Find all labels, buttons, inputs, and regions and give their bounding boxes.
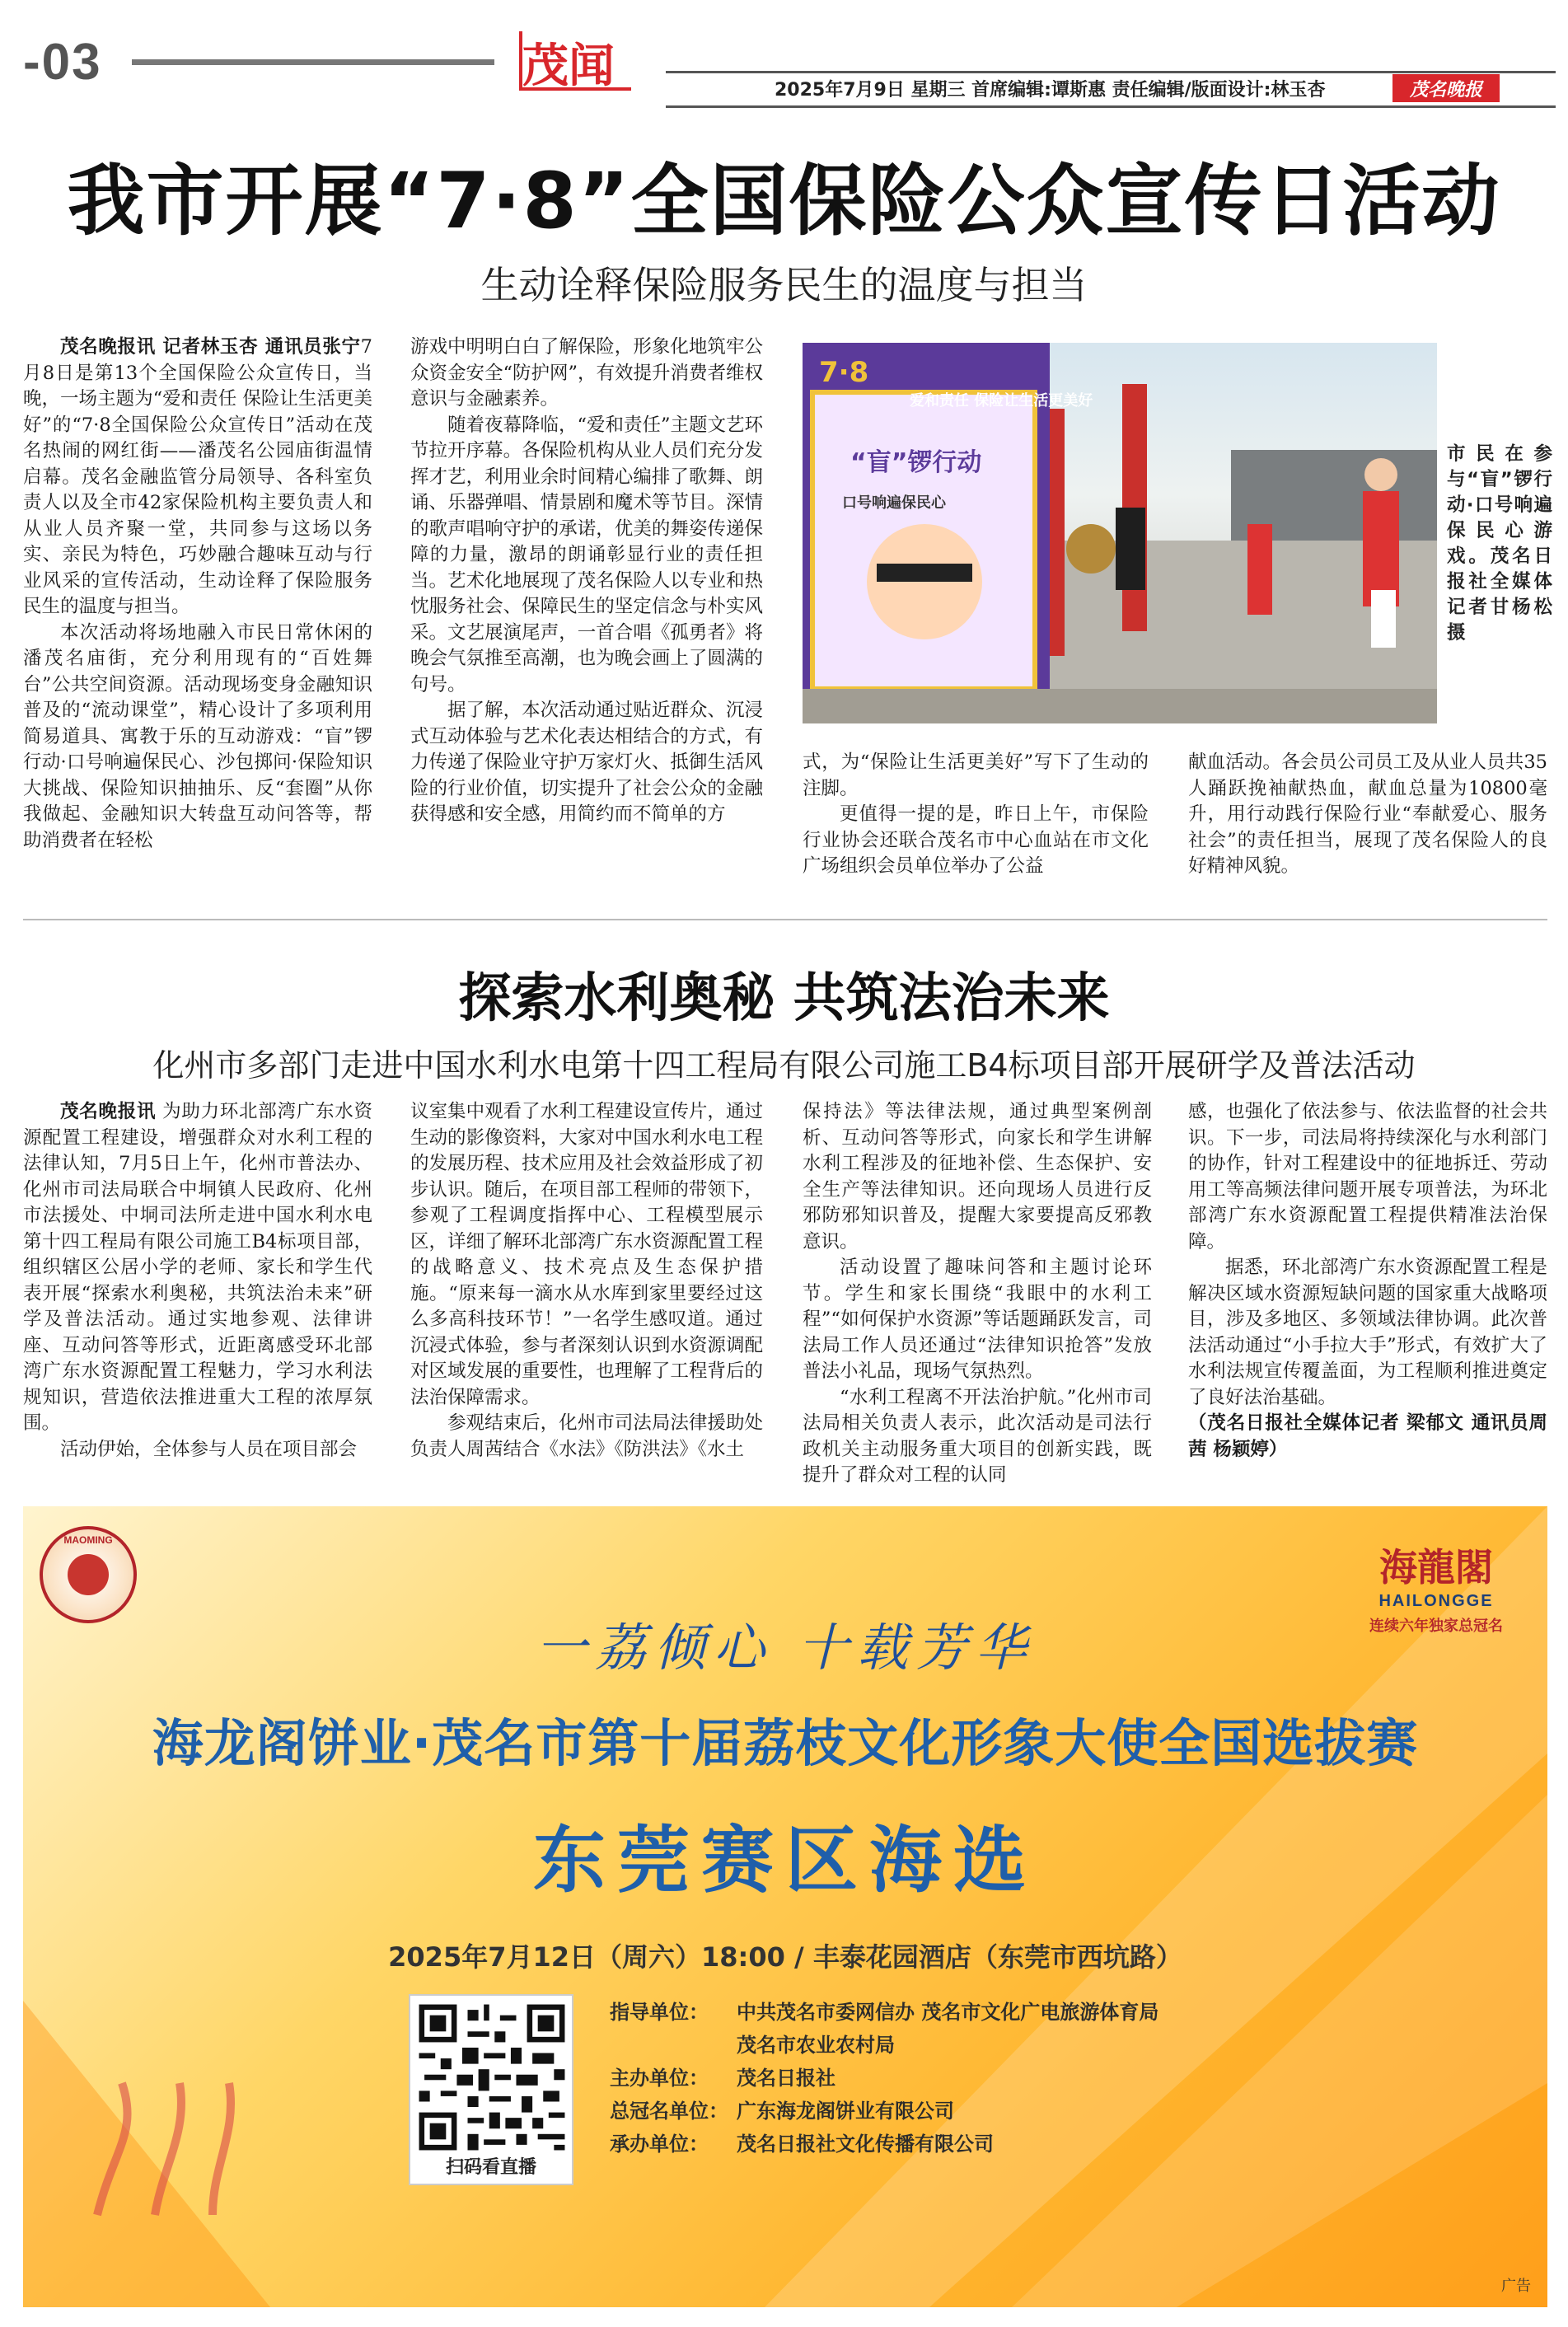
article2-paragraph: 感，也强化了依法参与、依法监督的社会共识。下一步，司法局将持续深化与水利部门的协作，针对工程建设中的征地拆迁、劳动用工等高频法律问题开展专项普法，为环北部湾广东水资源配置工程提供精准法治保障。 — [1188, 1101, 1547, 1252]
article1-paragraph: 式，为“保险让生活更美好”写下了生动的注脚。 — [803, 751, 1149, 799]
brand-tag: 连续六年独家总冠名 — [1369, 1618, 1503, 1635]
ad-organizer-role — [610, 2029, 737, 2062]
photo-sign-78: 7·8 — [819, 356, 869, 389]
article2-paragraph: 为助力环北部湾广东水资源配置工程建设，增强群众对水利工程的法律认知，7月5日上午，化州市普法办、化州市司法局联合中垌镇人民政府、化州市法援处、中垌司法所走进中国水利水电第十四工程局有限公司施工B4标项目部，组织辖区公居小学的老师、家长和学生代表开展“探索水利奥秘，共筑法治未来”研学及普法活动。通过实地参观、法律讲座、互动问答等形式，近距离感受环北部湾广东水资源配置工程魅力，学习水利法规知识，营造依法推进重大工程的浓厚氛围。 — [23, 1101, 372, 1434]
pageant-logo-text: MAOMING — [63, 1534, 113, 1546]
advertisement — [23, 1506, 1547, 2307]
article1-subtitle: 生动诠释保险服务民生的温度与担当 — [480, 263, 1088, 307]
header-rule — [132, 59, 494, 65]
qr-code[interactable] — [409, 1994, 573, 2185]
article-separator — [23, 919, 1547, 920]
section-title: 茂闻 — [522, 40, 615, 93]
article2-column-2 — [410, 1099, 763, 1463]
article2-column-3 — [803, 1099, 1152, 1489]
brand-name: 海龍閣 — [1379, 1545, 1493, 1590]
photo-illustration — [803, 343, 1437, 723]
ad-organizer-row — [610, 2095, 1158, 2128]
article2-paragraph: 据悉，环北部湾广东水资源配置工程是解决区域水资源短缺问题的国家重大战略项目，涉及多地区、多领域法律协调。此次普法活动通过“小手拉大手”形式，有效扩大了水利法规宣传覆盖面，为工程顺利推进奠定了良好法治基础。 — [1188, 1257, 1547, 1408]
article2-paragraph: 保持法》等法律法规，通过典型案例剖析、互动问答等形式，向家长和学生讲解水利工程涉及的征地补偿、生态保护、安全生产等法律知识。还向现场人员进行反邪防邪知识普及，提醒大家要提高反邪教意识。 — [803, 1101, 1152, 1252]
article1-title: 我市开展“7·8”全国保险公众宣传日活动 — [67, 157, 1501, 246]
article2-subtitle: 化州市多部门走进中国水利水电第十四工程局有限公司施工B4标项目部开展研学及普法活动 — [152, 1047, 1416, 1084]
page-number: -03 — [23, 34, 102, 91]
photo-sign-game: “盲”锣行动 — [850, 448, 982, 477]
article1-paragraph: 游戏中明明白白了解保险，形象化地筑牢公众资金安全“防护网”，有效提升消费者维权意识与金融素养。 — [410, 336, 764, 410]
article2-column-4 — [1188, 1099, 1547, 1463]
header-rule-bottom — [666, 105, 1556, 108]
article2-paragraph: 活动伊始，全体参与人员在项目部会 — [60, 1438, 358, 1460]
ad-slogan: 一荔倾心 十载芳华 — [536, 1618, 1035, 1678]
article1-paragraph: 更值得一提的是，昨日上午，市保险行业协会还联合茂名市中心血站在市文化广场组织会员单位举办了公益 — [803, 803, 1149, 877]
ad-organizer-role: 总冠名单位： — [610, 2100, 728, 2123]
header-rule-top — [666, 71, 1556, 73]
article1-paragraph: 据了解，本次活动通过贴近群众、沉浸式互动体验与艺术化表达相结合的方式，有力传递了保险业守护万家灯火、抵御生活风险的行业价值，切实提升了社会公众的金融获得感和安全感，用简约而不简单的方 — [410, 700, 763, 825]
photo-caption: 市民在参与“盲”锣行动·口号响遍保民心游戏。茂名日报社全媒体记者甘杨松 摄 — [1447, 443, 1552, 644]
qr-code-label: 扫码看直播 — [445, 2157, 536, 2178]
ad-organizer-name: 中共茂名市委网信办 茂名市文化广电旅游体育局 — [737, 2001, 1159, 2024]
ad-organizer-row — [610, 2029, 1158, 2062]
article1-paragraph: 7月8日是第13个全国保险公众宣传日，当晚，一场主题为“爱和责任 保险让生活更美好”的“7·8全国保险公众宣传日”活动在茂名热闹的网红街——潘茂名公园庙街温情启幕。茂名金融监管分局领导、各科室负责人以及全市42家保险机构主要负责人和从业人员齐聚一堂，共同参与这场以务实、亲民为特色，巧妙融合趣味互动与行业风采的宣传活动，生动诠释了保险服务民生的温度与担当。 — [23, 336, 372, 617]
article2-column-1 — [23, 1099, 372, 1463]
ad-title: 海龙阁饼业·茂名市第十届荔枝文化形象大使全国选拔赛 — [152, 1713, 1419, 1773]
ad-organizer-row — [610, 1996, 1158, 2029]
ad-organizer-row — [610, 2128, 1158, 2161]
article2-paragraph: 参观结束后，化州市司法局法律援助处负责人周茜结合《水法》《防洪法》《水土 — [410, 1412, 763, 1460]
photo-sign-sub: 口号响遍保民心 — [842, 494, 946, 512]
article1-column-2 — [410, 335, 763, 828]
article1-column-3 — [803, 750, 1149, 880]
ad-organizers — [610, 1996, 1158, 2161]
article2-paragraph: 议室集中观看了水利工程建设宣传片，通过生动的影像资料，大家对中国水利水电工程的发展历程、技术应用及社会效益形成了初步认识。随后，在项目部工程师的带领下，参观了工程调度指挥中心、工程模型展示区，详细了解环北部湾广东水资源配置工程的战略意义、技术亮点及生态保护措施。“原来每一滴水从水库到家里要经过这么多高科技环节！”一名学生感叹道。通过沉浸式体验，参与者深刻认识到水资源调配对区域发展的重要性，也理解了工程背后的法治保障需求。 — [410, 1101, 763, 1408]
article2-credit: （茂名日报社全媒体记者 梁郁文 通讯员周茜 杨颖婷） — [1188, 1412, 1547, 1460]
photo-sign-banner: 爱和责任 保险让生活更美好 — [910, 392, 1093, 410]
article1-column-1 — [23, 335, 372, 854]
ad-organizer-name: 茂名日报社 — [737, 2067, 835, 2090]
activity-photo — [803, 343, 1437, 723]
article2-paragraph: 活动设置了趣味问答和主题讨论环节。学生和家长围绕“我眼中的水利工程”“如何保护水资源”等话题踊跃发言，司法局工作人员还通过“法律知识抢答”发放普法小礼品，现场气氛热烈。 — [803, 1257, 1152, 1382]
ad-note: 广告 — [1501, 2278, 1531, 2295]
article1-paragraph: 本次活动将场地融入市民日常休闲的潘茂名庙街，充分利用现有的“百姓舞台”公共空间资源。活动现场变身金融知识普及的“流动课堂”，精心设计了多项利用简易道具、寓教于乐的互动游戏：“盲”锣行动·口号响遍保民心、沙包掷问·保险知识大挑战、保险知识抽抽乐、反“套圈”从你我做起、金融知识大转盘互动问答等，帮助消费者在轻松 — [23, 621, 372, 851]
masthead-logo: 茂名晚报 — [1392, 74, 1500, 102]
ad-organizer-role: 主办单位： — [610, 2067, 709, 2090]
article2-byline: 茂名晚报讯 — [60, 1101, 157, 1122]
ad-organizer-role: 指导单位： — [610, 2001, 709, 2024]
ad-time-venue: 2025年7月12日（周六）18:00 / 丰泰花园酒店（东莞市西坑路） — [388, 1941, 1182, 1973]
ad-organizer-row — [610, 2062, 1158, 2095]
ad-organizer-role: 承办单位： — [610, 2133, 709, 2156]
section-mark — [517, 23, 634, 92]
article1-paragraph: 随着夜幕降临，“爱和责任”主题文艺环节拉开序幕。各保险机构从业人员们充分发挥才艺，利用业余时间精心编排了歌舞、朗诵、乐器弹唱、情景剧和魔术等节目。深情的歌声唱响守护的承诺，优美的舞姿传递保障的力量，激昂的朗诵彰显行业的责任担当。艺术化地展现了茂名保险人以专业和热忱服务社会、保障民生的坚定信念与朴实风采。文艺展演尾声，一首合唱《孤勇者》将晚会气氛推至高潮，也为晚会画上了圆满的句号。 — [410, 414, 764, 695]
pageant-logo-center — [68, 1554, 109, 1595]
article2-paragraph: “水利工程离不开法治护航。”化州市司法局相关负责人表示，此次活动是司法行政机关主动服务重大项目的创新实践，既提升了群众对工程的认同 — [803, 1386, 1152, 1486]
ad-organizer-name: 广东海龙阁饼业有限公司 — [737, 2100, 954, 2123]
header-info: 2025年7月9日 星期三 首席编辑:谭斯惠 责任编辑/版面设计:林玉杏 — [775, 80, 1326, 101]
ad-event: 东莞赛区海选 — [532, 1817, 1037, 1903]
brand-english: HAILONGGE — [1378, 1592, 1494, 1610]
ad-organizer-name: 茂名市农业农村局 — [737, 2034, 895, 2057]
qr-code-image — [414, 1999, 570, 2156]
article1-paragraph: 献血活动。各会员公司员工及从业人员共35人踊跃挽袖献热血，献血总量为10800毫升，用行动践行保险行业“奉献爱心、服务社会”的责任担当，展现了茂名保险人的良好精神风貌。 — [1188, 751, 1547, 877]
article1-byline: 茂名晚报讯 记者林玉杏 通讯员张宁 — [60, 336, 361, 358]
article1-column-4 — [1188, 750, 1547, 880]
article2-title: 探索水利奥秘 共筑法治未来 — [458, 968, 1110, 1029]
ad-organizer-name: 茂名日报社文化传播有限公司 — [737, 2133, 994, 2156]
